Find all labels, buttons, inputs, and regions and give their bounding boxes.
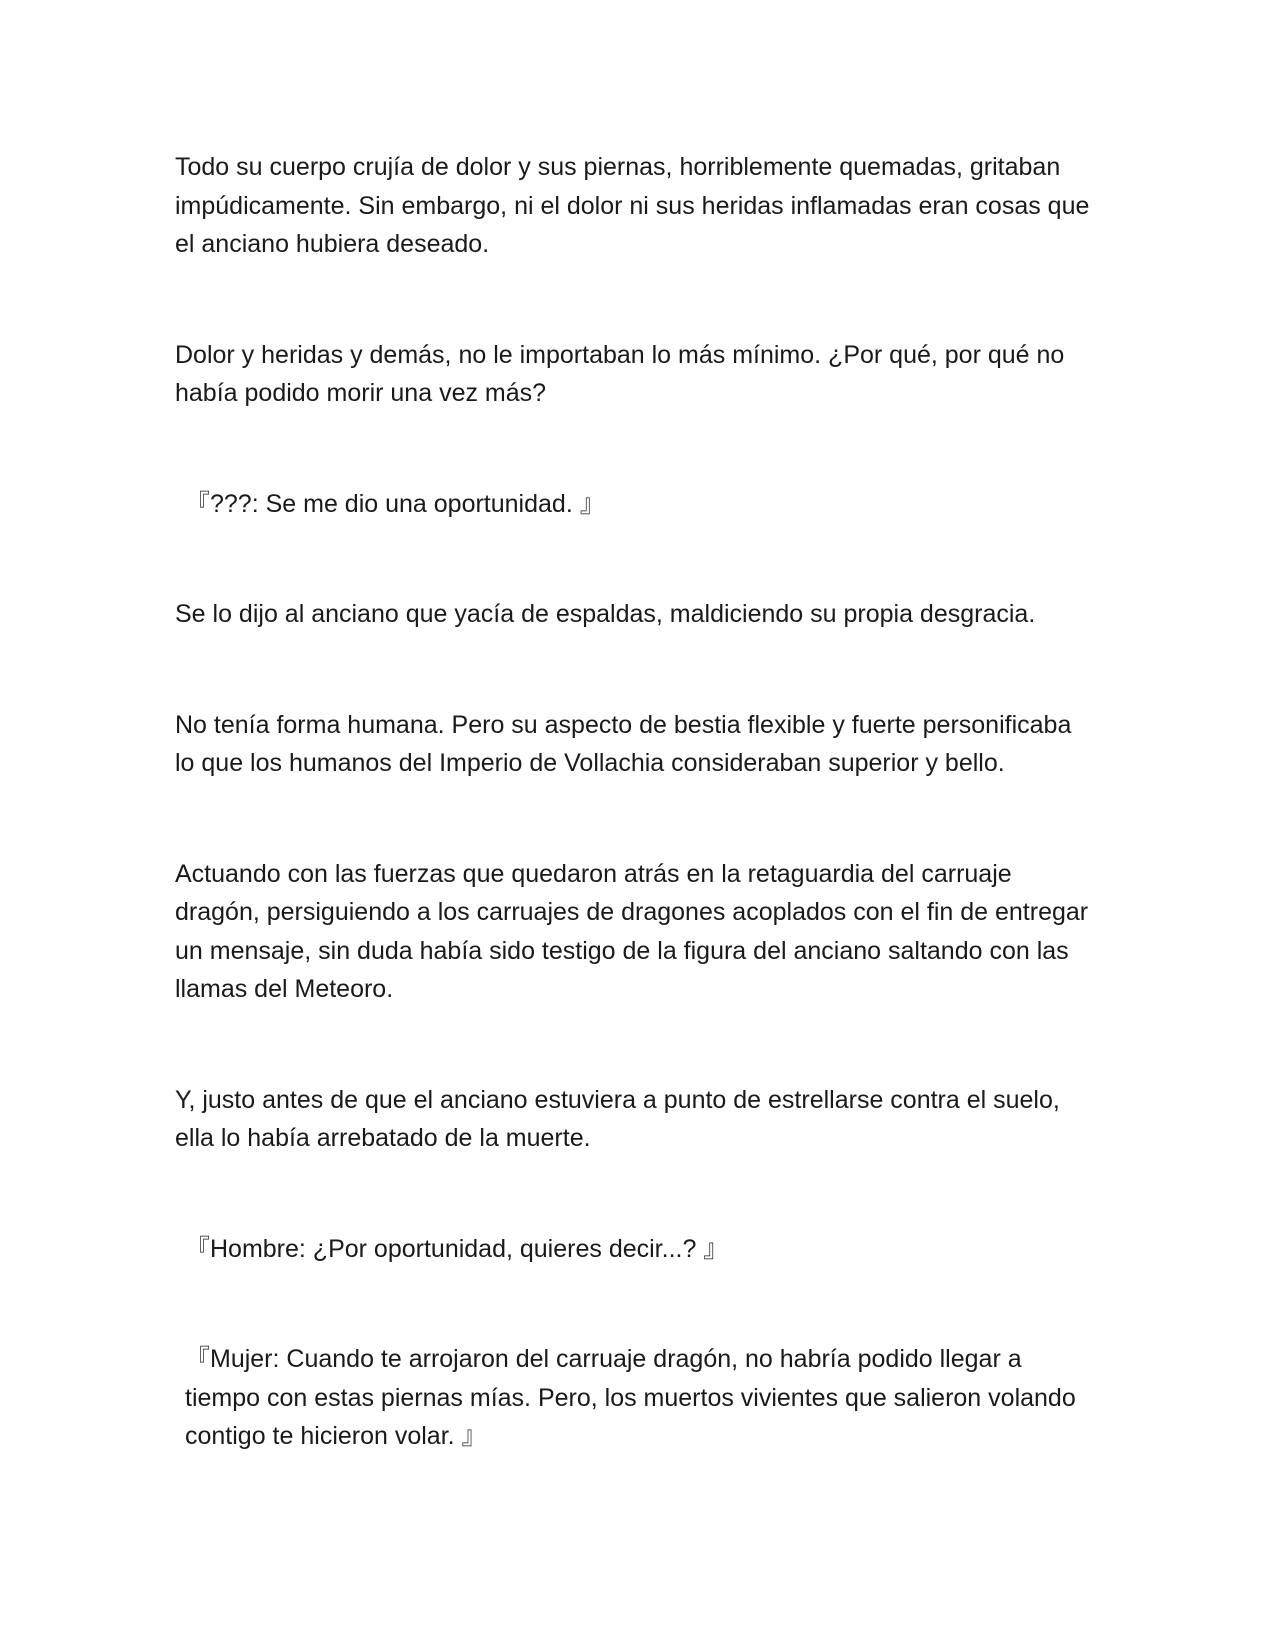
paragraph-3: Se lo dijo al anciano que yacía de espaldas, maldiciendo su propia desgracia. <box>175 600 1036 628</box>
paragraph-1: Todo su cuerpo crujía de dolor y sus piernas, horriblemente quemadas, gritaban impúdicamente. Sin embargo, ni el dolor ni sus heridas inflamadas eran cosas que el anciano hubiera deseado. <box>175 153 1090 258</box>
paragraph-4: No tenía forma humana. Pero su aspecto de bestia flexible y fuerte personificaba lo que los humanos del Imperio de Vollachia consideraban superior y bello. <box>175 710 1072 777</box>
paragraph-5: Actuando con las fuerzas que quedaron atrás en la retaguardia del carruaje dragón, persiguiendo a los carruajes de dragones acoplados con el fin de entregar un mensaje, sin duda había sido testigo de la figura del anciano saltando con las llamas del Meteoro. <box>175 859 1089 1003</box>
dialogue-line-3: 『Mujer: Cuando te arrojaron del carruaje dragón, no habría podido llegar a tiempo con estas piernas mías. Pero, los muertos vivientes que salieron volando contigo te hicieron volar. 』 <box>185 1345 1076 1450</box>
paragraph-2: Dolor y heridas y demás, no le importaban lo más mínimo. ¿Por qué, por qué no había podido morir una vez más? <box>175 340 1065 407</box>
dialogue-line-1: 『???: Se me dio una oportunidad. 』 <box>185 489 605 518</box>
dialogue-line-2: 『Hombre: ¿Por oportunidad, quieres decir...? 』 <box>185 1234 729 1263</box>
paragraph-6: Y, justo antes de que el anciano estuviera a punto de estrellarse contra el suelo, ella lo había arrebatado de la muerte. <box>175 1085 1060 1152</box>
document-body <box>175 148 1095 1456</box>
